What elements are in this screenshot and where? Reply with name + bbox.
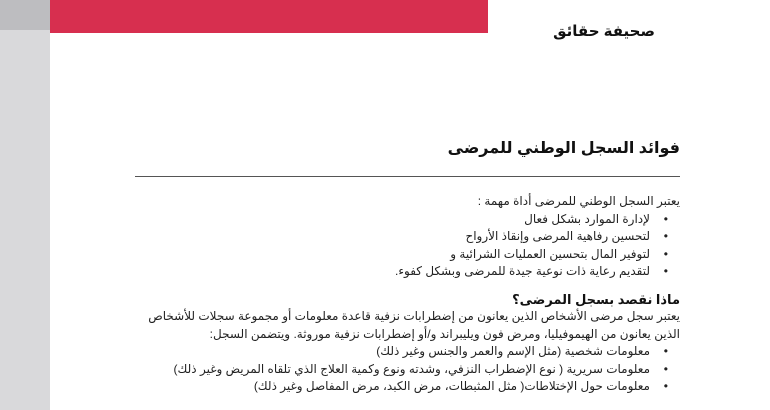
list-item: • لتوفير المال بتحسين العمليات الشرائية و xyxy=(130,246,680,264)
record-contents-list xyxy=(130,343,680,396)
list-item: • معلومات سريرية ( نوع الإضطراب النزفي، وشدته ونوع وكمية العلاج الذي تلقاه المريض وغير ذلك) xyxy=(130,361,680,379)
document-body xyxy=(130,193,680,396)
factsheet-title: صحيفة حقائق xyxy=(553,23,655,40)
section-paragraph: يعتبر سجل مرضى الأشخاص الذين يعانون من إضطرابات نزفية قاعدة معلومات أو مجموعة سجلات للأشخاص الذين يعانون من الهيموفيليا، ومرض فون ويليبراند و/أو إضطرابات نزفية موروثة. ويتضمن السجل: xyxy=(148,309,680,341)
intro-paragraph: يعتبر السجل الوطني للمرضى أداة مهمة : xyxy=(477,194,680,208)
benefits-list xyxy=(130,211,680,281)
list-item: • لتقديم رعاية ذات نوعية جيدة للمرضى وبشكل كفوء. xyxy=(130,263,680,281)
section-heading: ماذا نقصد بسجل المرضى؟ xyxy=(512,291,680,307)
left-gray-margin xyxy=(0,0,50,410)
list-item: • لإدارة الموارد بشكل فعال xyxy=(130,211,680,229)
heading-divider xyxy=(135,176,680,177)
list-item: • معلومات حول الإختلاطات( مثل المثبطات، مرض الكبد، مرض المفاصل وغير ذلك) xyxy=(130,378,680,396)
list-item: • معلومات شخصية (مثل الإسم والعمر والجنس وغير ذلك) xyxy=(130,343,680,361)
left-gray-corner xyxy=(0,0,50,30)
header-accent-band xyxy=(50,0,488,33)
page-heading: فوائد السجل الوطني للمرضى xyxy=(447,140,680,157)
list-item: • لتحسين رفاهية المرضى وإنقاذ الأرواح xyxy=(130,228,680,246)
